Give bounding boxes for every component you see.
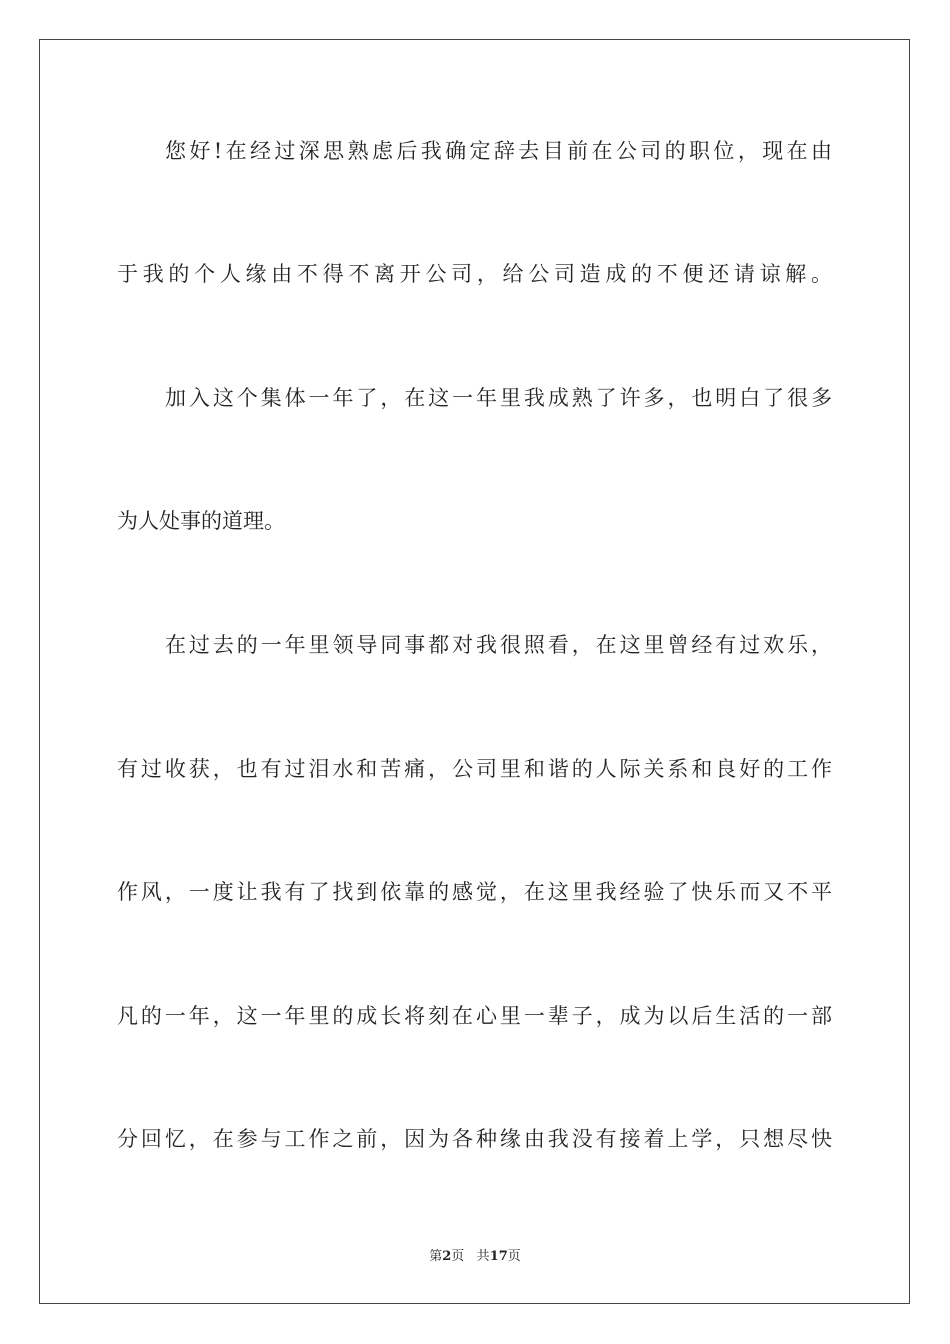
footer-total-suffix: 页	[507, 1249, 521, 1264]
footer-page-suffix: 页	[451, 1249, 465, 1264]
text-line-4: 为人处事的道理。	[117, 509, 285, 533]
text-line-5: 在过去的一年里领导同事都对我很照看，在这里曾经有过欢乐，	[165, 633, 832, 657]
footer-page-prefix: 第	[429, 1249, 443, 1264]
text-line-2: 于我的个人缘由不得不离开公司，给公司造成的不便还请谅解。	[117, 262, 832, 286]
text-line-7: 作风，一度让我有了找到依靠的感觉，在这里我经验了快乐而又不平	[117, 880, 832, 904]
footer-total-pages: 17	[489, 1249, 508, 1264]
footer-total-prefix: 共	[476, 1249, 490, 1264]
text-line-6: 有过收获，也有过泪水和苦痛，公司里和谐的人际关系和良好的工作	[117, 757, 832, 781]
page-border	[39, 39, 910, 1304]
text-line-3: 加入这个集体一年了，在这一年里我成熟了许多，也明白了很多	[165, 386, 832, 410]
text-line-1: 您好!在经过深思熟虑后我确定辞去目前在公司的职位，现在由	[165, 139, 832, 163]
footer-page-number: 2	[442, 1249, 452, 1264]
text-line-9: 分回忆，在参与工作之前，因为各种缘由我没有接着上学，只想尽快	[117, 1127, 832, 1151]
text-line-8: 凡的一年，这一年里的成长将刻在心里一辈子，成为以后生活的一部	[117, 1004, 832, 1028]
page-footer	[0, 1245, 950, 1264]
